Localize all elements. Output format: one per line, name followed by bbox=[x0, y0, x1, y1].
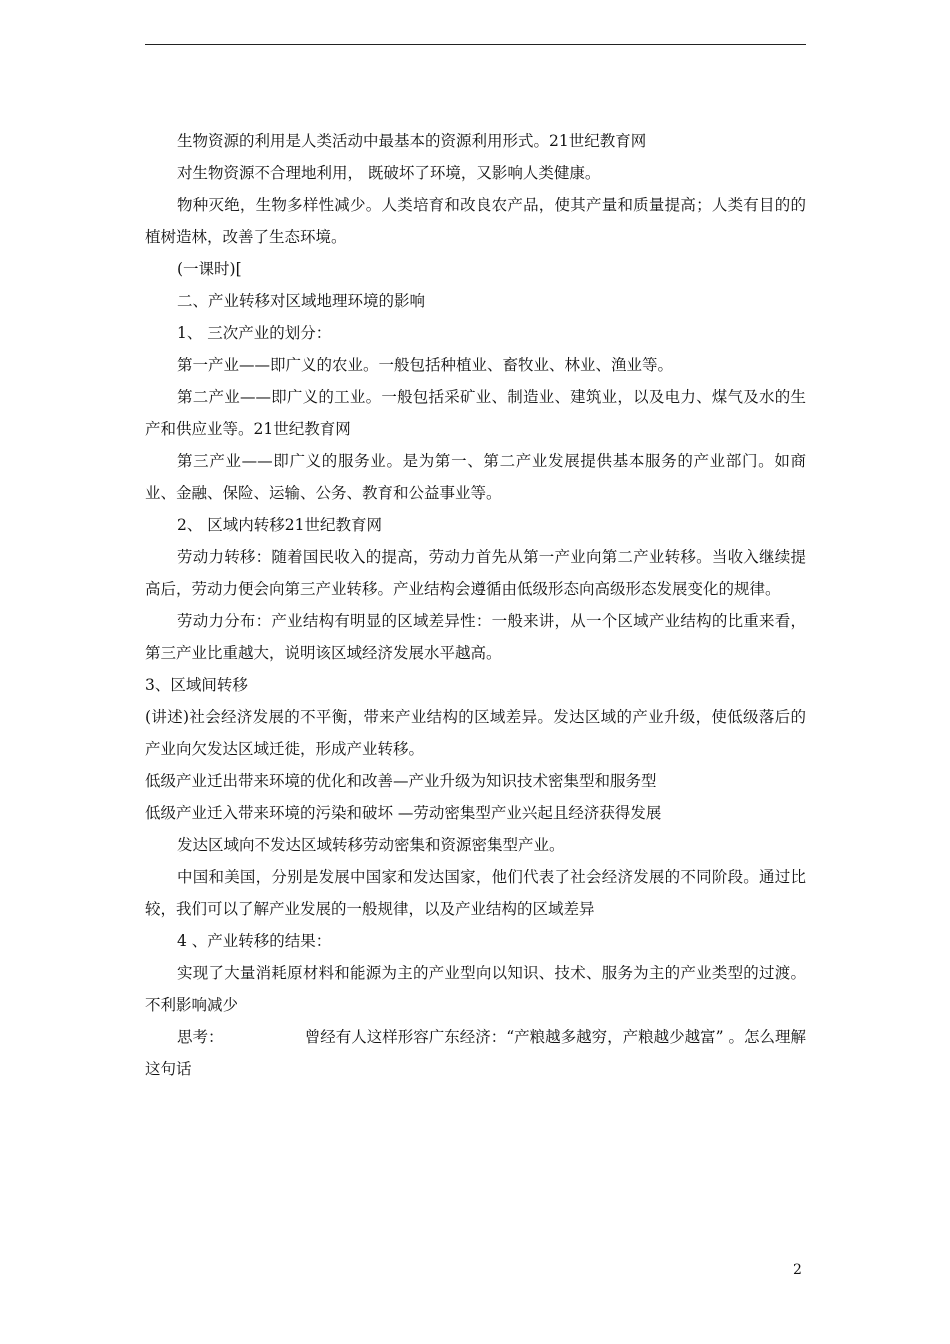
subheading-2: 2、 区域内转移21世纪教育网 bbox=[177, 516, 383, 534]
paragraph-primary-industry: 第一产业——即广义的农业。一般包括种植业、畜牧业、林业、渔业等。 bbox=[177, 356, 674, 374]
paragraph-secondary-industry: 第二产业——即广义的工业。一般包括采矿业、制造业、建筑业，以及电力、煤气及水的生产和供应业等。21世纪教育网 bbox=[145, 388, 806, 438]
paragraph-1: 生物资源的利用是人类活动中最基本的资源利用形式。21世纪教育网 bbox=[177, 132, 647, 150]
paragraph-china-us: 中国和美国，分别是发展中国家和发达国家，他们代表了社会经济发展的不同阶段。通过比较，我们可以了解产业发展的一般规律，以及产业结构的区域差异 bbox=[145, 868, 806, 918]
subheading-1: 1、 三次产业的划分： bbox=[177, 324, 332, 342]
document-body bbox=[145, 125, 806, 1085]
section-heading-2: 二、产业转移对区域地理环境的影响 bbox=[177, 292, 426, 310]
paragraph-labor-transfer: 劳动力转移：随着国民收入的提高，劳动力首先从第一产业向第二产业转移。当收入继续提高后，劳动力便会向第三产业转移。产业结构会遵循由低级形态向高级形态发展变化的规律。 bbox=[145, 548, 806, 598]
paragraph-3: 物种灭绝，生物多样性减少。人类培育和改良农产品，使其产量和质量提高；人类有目的的植树造林，改善了生态环境。 bbox=[145, 196, 806, 246]
paragraph-tertiary-industry: 第三产业——即广义的服务业。是为第一、第二产业发展提供基本服务的产业部门。如商业、金融、保险、运输、公务、教育和公益事业等。 bbox=[145, 452, 806, 502]
paragraph-2: 对生物资源不合理地利用， 既破坏了环境，又影响人类健康。 bbox=[177, 164, 601, 182]
think-line-1: 曾经有人这样形容广东经济：“产粮越多越穷，产粮越少越富” 。怎么理解 bbox=[304, 1028, 806, 1046]
paragraph-industry-out: 低级产业迁出带来环境的优化和改善—产业升级为知识技术密集型和服务型 bbox=[145, 772, 657, 790]
paragraph-labor-distribution: 劳动力分布：产业结构有明显的区域差异性：一般来讲，从一个区域产业结构的比重来看，第三产业比重越大，说明该区域经济发展水平越高。 bbox=[145, 612, 806, 662]
paragraph-industry-in: 低级产业迁入带来环境的污染和破坏 —劳动密集型产业兴起且经济获得发展 bbox=[145, 804, 662, 822]
think-label: 思考： bbox=[177, 1028, 224, 1046]
paragraph-lecture: (讲述)社会经济发展的不平衡，带来产业结构的区域差异。发达区域的产业升级，使低级落后的产业向欠发达区域迁徙，形成产业转移。 bbox=[145, 708, 806, 758]
page-number: 2 bbox=[793, 1262, 802, 1278]
think-line-2: 这句话 bbox=[145, 1060, 192, 1078]
think-question bbox=[145, 1021, 806, 1085]
subheading-3: 3、区域间转移 bbox=[145, 676, 248, 694]
header-rule bbox=[145, 44, 806, 45]
paragraph-results: 实现了大量消耗原材料和能源为主的产业型向以知识、技术、服务为主的产业类型的过渡。不利影响减少 bbox=[145, 964, 806, 1014]
paragraph-4: (一课时)[ bbox=[177, 260, 242, 278]
subheading-4: 4 、产业转移的结果： bbox=[177, 932, 332, 950]
paragraph-developed-transfer: 发达区域向不发达区域转移劳动密集和资源密集型产业。 bbox=[177, 836, 565, 854]
